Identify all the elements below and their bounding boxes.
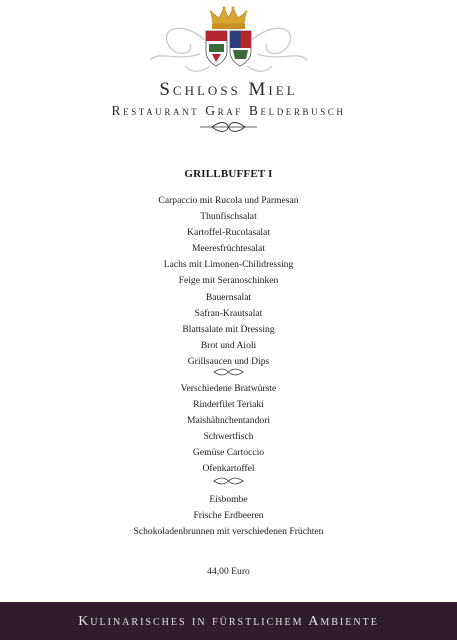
- list-item: Rinderfilet Teriaki: [193, 399, 264, 411]
- dish-list-mains: [0, 381, 457, 478]
- footer-tagline: Kulinarisches in fürstlichem Ambiente: [78, 614, 379, 629]
- list-item: Safran-Krautsalat: [194, 307, 263, 319]
- ornament-flourish-icon: [0, 474, 457, 488]
- list-item: Meeresfrüchtesalat: [192, 243, 265, 255]
- list-item: Feige mit Seranoschinken: [178, 275, 279, 287]
- menu-title: GRILLBUFFET I: [184, 168, 273, 180]
- dish-list-desserts: [0, 492, 457, 540]
- list-item: Lachs mit Limonen-Chilidressing: [163, 259, 294, 271]
- list-item: Schwertfisch: [203, 431, 254, 443]
- list-item: Thunfischsalat: [200, 211, 257, 223]
- crown-icon: [210, 6, 248, 29]
- menu-price: 44,00 Euro: [207, 566, 250, 577]
- list-item: Kartoffel-Rucolasalat: [187, 227, 270, 239]
- list-item: Maishähnchentandori: [186, 415, 271, 427]
- ornament-flourish-icon: [0, 365, 457, 379]
- list-item: Carpaccio mit Rucola und Parmesan: [158, 195, 299, 206]
- list-item: Eisbombe: [209, 494, 248, 505]
- footer-bar: [0, 602, 457, 640]
- restaurant-title: Schloss Miel: [159, 79, 298, 100]
- list-item: Brot und Aioli: [200, 339, 257, 351]
- list-item: Gemüse Cartoccio: [192, 447, 265, 459]
- ornament-flourish-icon: [0, 120, 457, 134]
- dish-list-starters: [0, 193, 457, 370]
- coat-of-arms-icon: [0, 4, 457, 80]
- list-item: Blattsalate mit Dressing: [182, 323, 275, 335]
- list-item: Ofenkartoffel: [202, 463, 255, 475]
- restaurant-subtitle: Restaurant Graf Belderbusch: [111, 103, 346, 118]
- list-item: Schokoladenbrunnen mit verschiedenen Früchten: [133, 526, 324, 538]
- list-item: Grillsaucen und Dips: [187, 355, 270, 367]
- list-item: Bauernsalat: [205, 291, 252, 303]
- list-item: Frische Erdbeeren: [193, 510, 264, 522]
- list-item: Verschiedene Bratwürste: [180, 383, 277, 394]
